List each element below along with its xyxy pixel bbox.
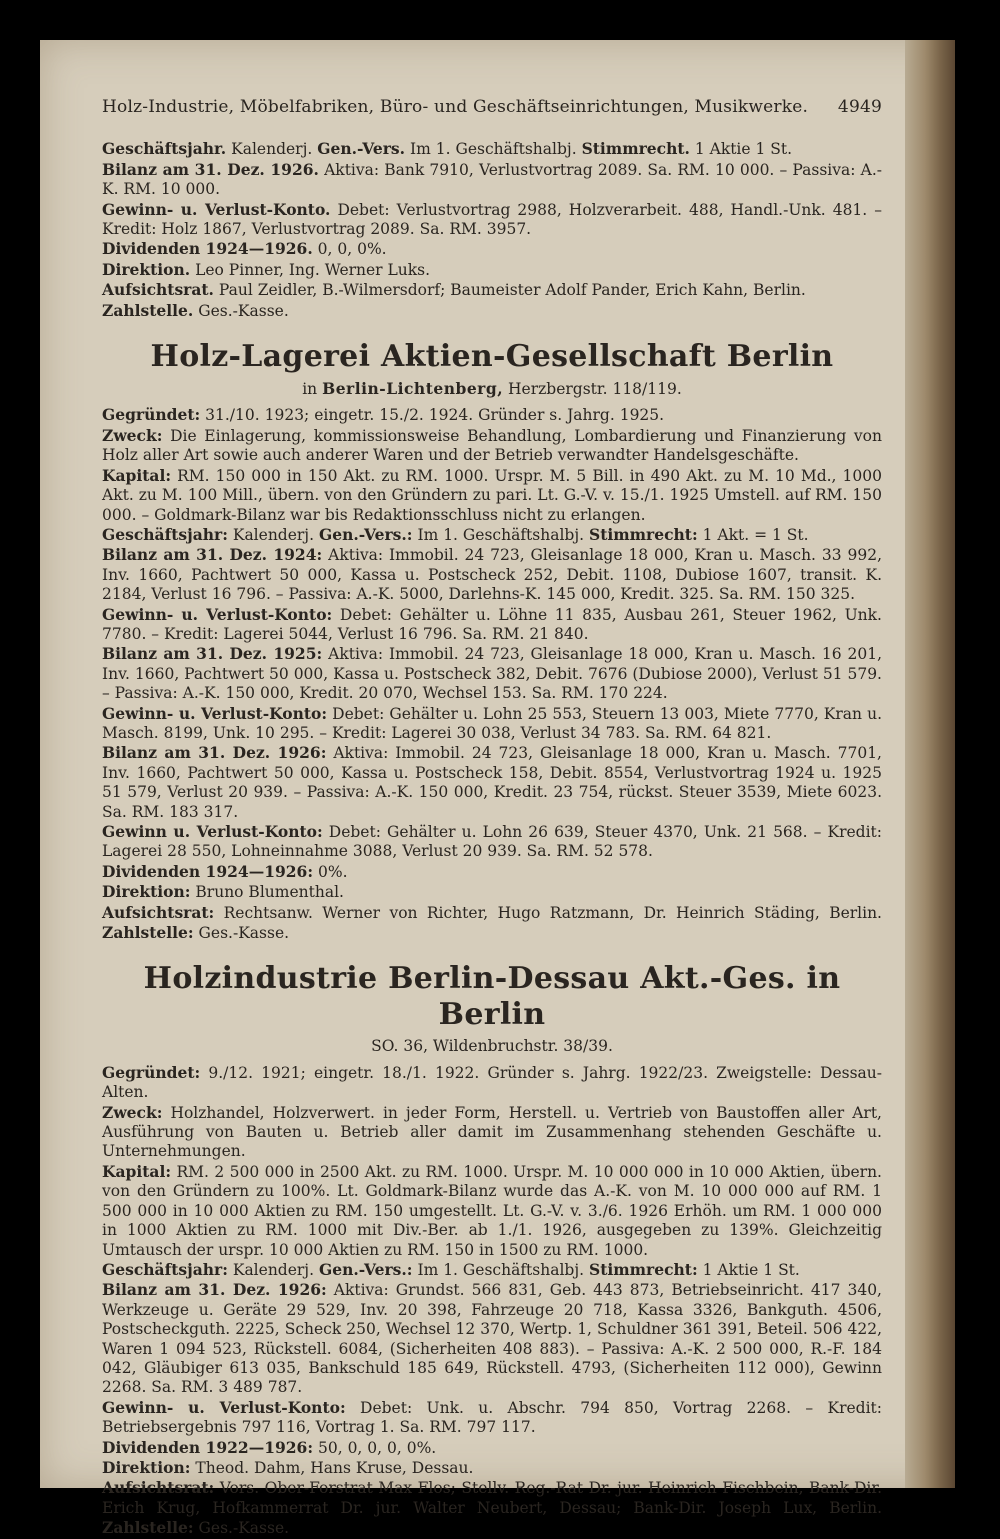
bilanz-1925: Bilanz am 31. Dez. 1925: Aktiva: Immobil. 24 723, Gleisanlage 18 000, Kran u. Masch. 16 201, Inv. 1660, Pachtwert 50 000, Kassa u. Postscheck 382, Debit. 7676 (Dubiose 2000), Verlust 51 579. – Passiva: A.-K. 150 000, Kredit. 20 070, Wechsel 153. Sa. RM. 170 224. xyxy=(102,644,883,703)
entry-address: SO. 36, Wildenbruchstr. 38/39. xyxy=(371,1037,613,1056)
book-page xyxy=(40,40,955,1538)
guv-1924: Gewinn- u. Verlust-Konto: Debet: Gehälter u. Löhne 11 835, Ausbau 261, Steuer 1962, Unk. 7780. – Kredit: Lagerei 5044, Verlust 16 796. Sa. RM. 21 840. xyxy=(102,604,882,643)
direktion-line: Direktion: Bruno Blumenthal. xyxy=(102,882,344,902)
entry-address: in Berlin-Lichtenberg, Herzbergstr. 118/119. xyxy=(302,379,682,399)
geschaeftsjahr-line: Geschäftsjahr: Kalenderj. Gen.-Vers.: Im 1. Geschäftshalbj. Stimmrecht: 1 Aktie 1 St. xyxy=(102,1259,800,1279)
kapital-line: Kapital: RM. 2 500 000 in 2500 Akt. zu RM. 1000. Urspr. M. 10 000 000 in 10 000 Aktien, übern. von den Gründern zu 100%. Lt. Goldmark-Bilanz wurde das A.-K. von M. 10 000 000 auf RM. 1 500 000 in 10 000 Aktien zu RM. 150 umgestellt. Lt. G.-V. v. 3./6. 1926 Erhöh. um RM. 1 000 000 in 1000 Aktien zu RM. 1000 mit Div.-Ber. ab 1./1. 1926, ausgegeben zu 139%. Gleichzeitig Umtausch der urspr. 10 000 Aktien zu RM. 150 in 1500 zu RM. 1000. xyxy=(102,1161,882,1259)
geschaeftsjahr-line: Geschäftsjahr: Kalenderj. Gen.-Vers.: Im 1. Geschäftshalbj. Stimmrecht: 1 Akt. = 1 St. xyxy=(102,524,809,544)
dividenden-line: Dividenden 1924—1926: 0%. xyxy=(102,861,348,881)
aufsichtsrat-line: Aufsichtsrat: Rechtsanw. Werner von Richter, Hugo Ratzmann, Dr. Heinrich Städing, Berlin. Zahlstelle: Ges.-Kasse. xyxy=(102,902,882,943)
entry-previous xyxy=(102,139,882,321)
zweck-line: Zweck: Die Einlagerung, kommissionsweise Behandlung, Lombardierung und Finanzierung von Holz aller Art sowie auch anderer Waren und der Betrieb verwandter Handelsgeschäfte. xyxy=(102,425,882,465)
entry-title: Holz-Lagerei Aktien-Gesellschaft Berlin xyxy=(150,339,834,375)
kapital-line: Kapital: RM. 150 000 in 150 Akt. zu RM. 1000. Urspr. M. 5 Bill. in 490 Akt. zu M. 10 Md., 1000 Akt. zu M. 100 Mill., übern. von den Gründern zu pari. Lt. G.-V. v. 15./1. 1925 Umstell. auf RM. 150 000. – Goldmark-Bilanz war bis Redaktionsschluss nicht zu erlangen. xyxy=(102,465,882,524)
dividenden-line: Dividenden 1922—1926: 50, 0, 0, 0, 0%. xyxy=(102,1437,437,1457)
guv-1926: Gewinn- u. Verlust-Konto: Debet: Unk. u. Abschr. 794 850, Vortrag 2268. – Kredit: Betriebsergebnis 797 116, Vortrag 1. Sa. RM. 797 117. xyxy=(102,1397,883,1437)
bilanz-1924: Bilanz am 31. Dez. 1924: Aktiva: Immobil. 24 723, Gleisanlage 18 000, Kran u. Masch. 33 992, Inv. 1660, Pachtwert 50 000, Kassa u. Postscheck 252, Debit. 1108, Dubiose 1607, transit. K. 2184, Verlust 16 796. – Passiva: A.-K. 5000, Darlehns-K. 145 000, Kredit. 325. Sa. RM. 150 325. xyxy=(102,545,883,604)
entry-holzindustrie-berlin-dessau xyxy=(102,961,882,1538)
entry-title: Holzindustrie Berlin-Dessau Akt.-Ges. in Berlin xyxy=(143,961,841,1033)
running-title: Holz-Industrie, Möbelfabriken, Büro- und Geschäftseinrichtungen, Musikwerke. xyxy=(102,97,809,117)
page-number: 4949 xyxy=(837,97,882,117)
guv-1926: Gewinn u. Verlust-Konto: Debet: Gehälter u. Lohn 26 639, Steuer 4370, Unk. 21 568. – Kredit: Lagerei 28 550, Lohneinnahme 3088, Verlust 20 939. Sa. RM. 52 578. xyxy=(102,822,882,861)
bilanz-1926: Bilanz am 31. Dez. 1926: Aktiva: Grundst. 566 831, Geb. 443 873, Betriebseinricht. 417 340, Werkzeuge u. Geräte 29 529, Inv. 20 398, Fahrzeuge 20 718, Kassa 3326, Bankguth. 4506, Postscheckguth. 2225, Scheck 250, Wechsel 12 370, Wertp. 1, Schuldner 361 391, Beteil. 506 422, Waren 1 094 523, Rückstell. 6084, (Sicherheiten 408 883). – Passiva: A.-K. 2 500 000, R.-F. 184 042, Gläubiger 613 035, Bankschuld 185 649, Rückstell. 4793, (Sicherheiten 112 000), Gewinn 2268. Sa. RM. 3 489 787. xyxy=(102,1280,882,1397)
direktion-line: Direktion: Theod. Dahm, Hans Kruse, Dessau. xyxy=(102,1457,474,1477)
zweck-line: Zweck: Holzhandel, Holzverwert. in jeder Form, Herstell. u. Vertrieb von Baustoffen aller Art, Ausführung von Bauten u. Betrieb aller damit im Zusammenhang stehenden Geschäfte u. Unternehmungen. xyxy=(102,1102,882,1161)
aufsichtsrat-line: Aufsichtsrat. Paul Zeidler, B.-Wilmersdorf; Baumeister Adolf Pander, Erich Kahn, Berlin. xyxy=(102,280,806,300)
guv-line: Gewinn- u. Verlust-Konto. Debet: Verlustvortrag 2988, Holzverarbeit. 488, Handl.-Unk. 481. – Kredit: Holz 1867, Verlustvortrag 2089. Sa. RM. 3957. xyxy=(102,199,882,239)
zahlstelle-line: Zahlstelle. Ges.-Kasse. xyxy=(102,300,289,320)
page-content xyxy=(102,98,882,1539)
aufsichtsrat-line: Aufsichtsrat: Vors. Ober-Forstrat Max Flos; Stellv. Reg.-Rat Dr. jur. Heinrich Fischbein, Bank-Dir. Erich Krug, Hofkammerrat Dr. jur. Walter Neubert, Dessau; Bank-Dir. Joseph Lux, Berlin. Zahlstelle: Ges.-Kasse. xyxy=(102,1478,882,1538)
geschaeftsjahr-line: Geschäftsjahr. Kalenderj. Gen.-Vers. Im 1. Geschäftshalbj. Stimmrecht. 1 Aktie 1 St. Bilanz am 31. Dez. 1926. Aktiva: Bank 7910, Verlustvortrag 2089. Sa. RM. 10 000. – Passiva: A.-K. RM. 10 000. xyxy=(102,139,882,199)
gegruendet-line: Gegründet: 9./12. 1921; eingetr. 18./1. 1922. Gründer s. Jahrg. 1922/23. Zweigstelle: Dessau-Alten. xyxy=(102,1062,882,1102)
bilanz-1926: Bilanz am 31. Dez. 1926: Aktiva: Immobil. 24 723, Gleisanlage 18 000, Kran u. Masch. 7701, Inv. 1660, Pachtwert 50 000, Kassa u. Postscheck 158, Debit. 8554, Verlustvortrag 1924 u. 1925 51 579, Verlust 20 939. – Passiva: A.-K. 150 000, Kredit. 23 754, rückst. Steuer 3539, Miete 6023. Sa. RM. 183 317. xyxy=(102,743,882,821)
guv-1925: Gewinn- u. Verlust-Konto: Debet: Gehälter u. Lohn 25 553, Steuern 13 003, Miete 7770, Kran u. Masch. 8199, Unk. 10 295. – Kredit: Lagerei 30 038, Verlust 34 783. Sa. RM. 64 821. xyxy=(102,703,882,742)
entry-holz-lagerei xyxy=(102,339,882,943)
direktion-line: Direktion. Leo Pinner, Ing. Werner Luks. xyxy=(102,259,431,279)
dividenden-line: Dividenden 1924—1926. 0, 0, 0%. xyxy=(102,239,387,259)
running-head xyxy=(102,98,882,117)
gegruendet-line: Gegründet: 31./10. 1923; eingetr. 15./2. 1924. Gründer s. Jahrg. 1925. xyxy=(102,405,665,425)
page-edge xyxy=(905,40,955,1488)
